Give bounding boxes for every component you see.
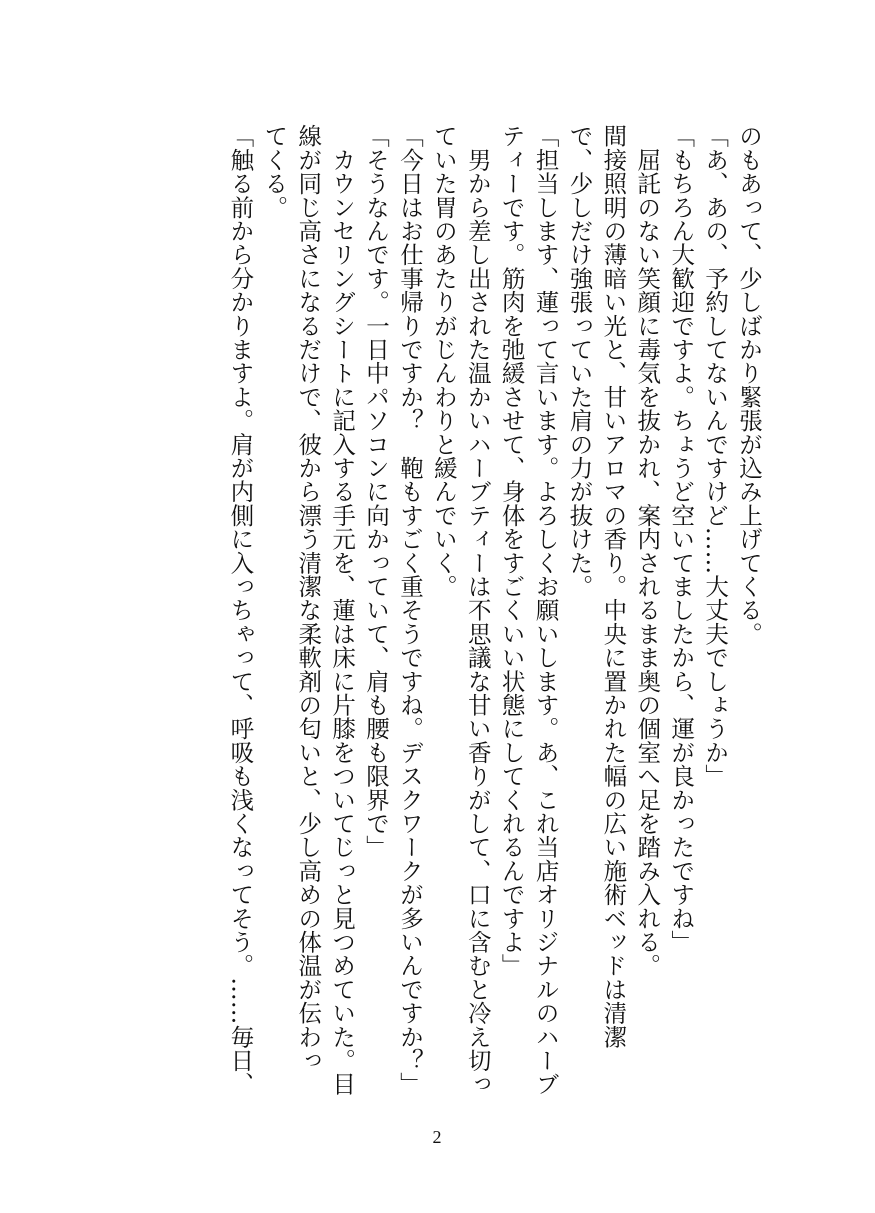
text-line: てくる。 (260, 124, 289, 219)
text-line: ティーです。筋肉を弛緩させて、身体をすごくいい状態にしてくれるんですよ」 (497, 124, 526, 978)
text-line: のもあって、少しばかり緊張が込み上げてくる。 (735, 124, 763, 646)
text-line: 「あ、あの、予約してないんですけど……大丈夫でしょうか」 (701, 124, 730, 788)
text-line: で、少しだけ強張っていた肩の力が抜けた。 (565, 124, 594, 598)
text-line: 「担当します、蓮って言います。よろしくお願いします。あ、これ当店オリジナルのハーブ (531, 124, 560, 1096)
text-line: 「触る前から分かりますよ。肩が内側に入っちゃって、呼吸も浅くなってそう。……毎日、 (226, 124, 255, 1096)
text-line: 「そうなんです。一日中パソコンに向かっていて、肩も腰も限界で」 (362, 124, 391, 859)
text-line: 線が同じ高さになるだけで、彼から漂う清潔な柔軟剤の匂いと、少し高めの体温が伝わっ (294, 124, 323, 1072)
page-number: 2 (432, 1127, 442, 1147)
text-line: 「今日はお仕事帰りですか？ 鞄もすごく重そうですね。デスクワークが多いんですか？」 (395, 124, 424, 1096)
text-line: ていた胃のあたりがじんわりと緩んでいく。 (429, 124, 458, 598)
text-line: 男から差し出された温かいハーブティーは不思議な甘い香りがして、口に含むと冷え切っ (463, 124, 492, 1096)
text-line: 「もちろん大歓迎ですよ。ちょうど空いてましたから、運が良かったですね」 (667, 124, 696, 954)
text-line: 屈託のない笑顔に毒気を抜かれ、案内されるまま奥の個室へ足を踏み入れる。 (633, 124, 662, 978)
body-text (105, 124, 765, 1109)
text-line: カウンセリングシートに記入する手元を、蓮は床に片膝をついてじっと見つめていた。目 (328, 124, 357, 1096)
text-line: 間接照明の薄暗い光と、甘いアロマの香り。中央に置かれた幅の広い施術ベッドは清潔 (599, 124, 628, 1049)
